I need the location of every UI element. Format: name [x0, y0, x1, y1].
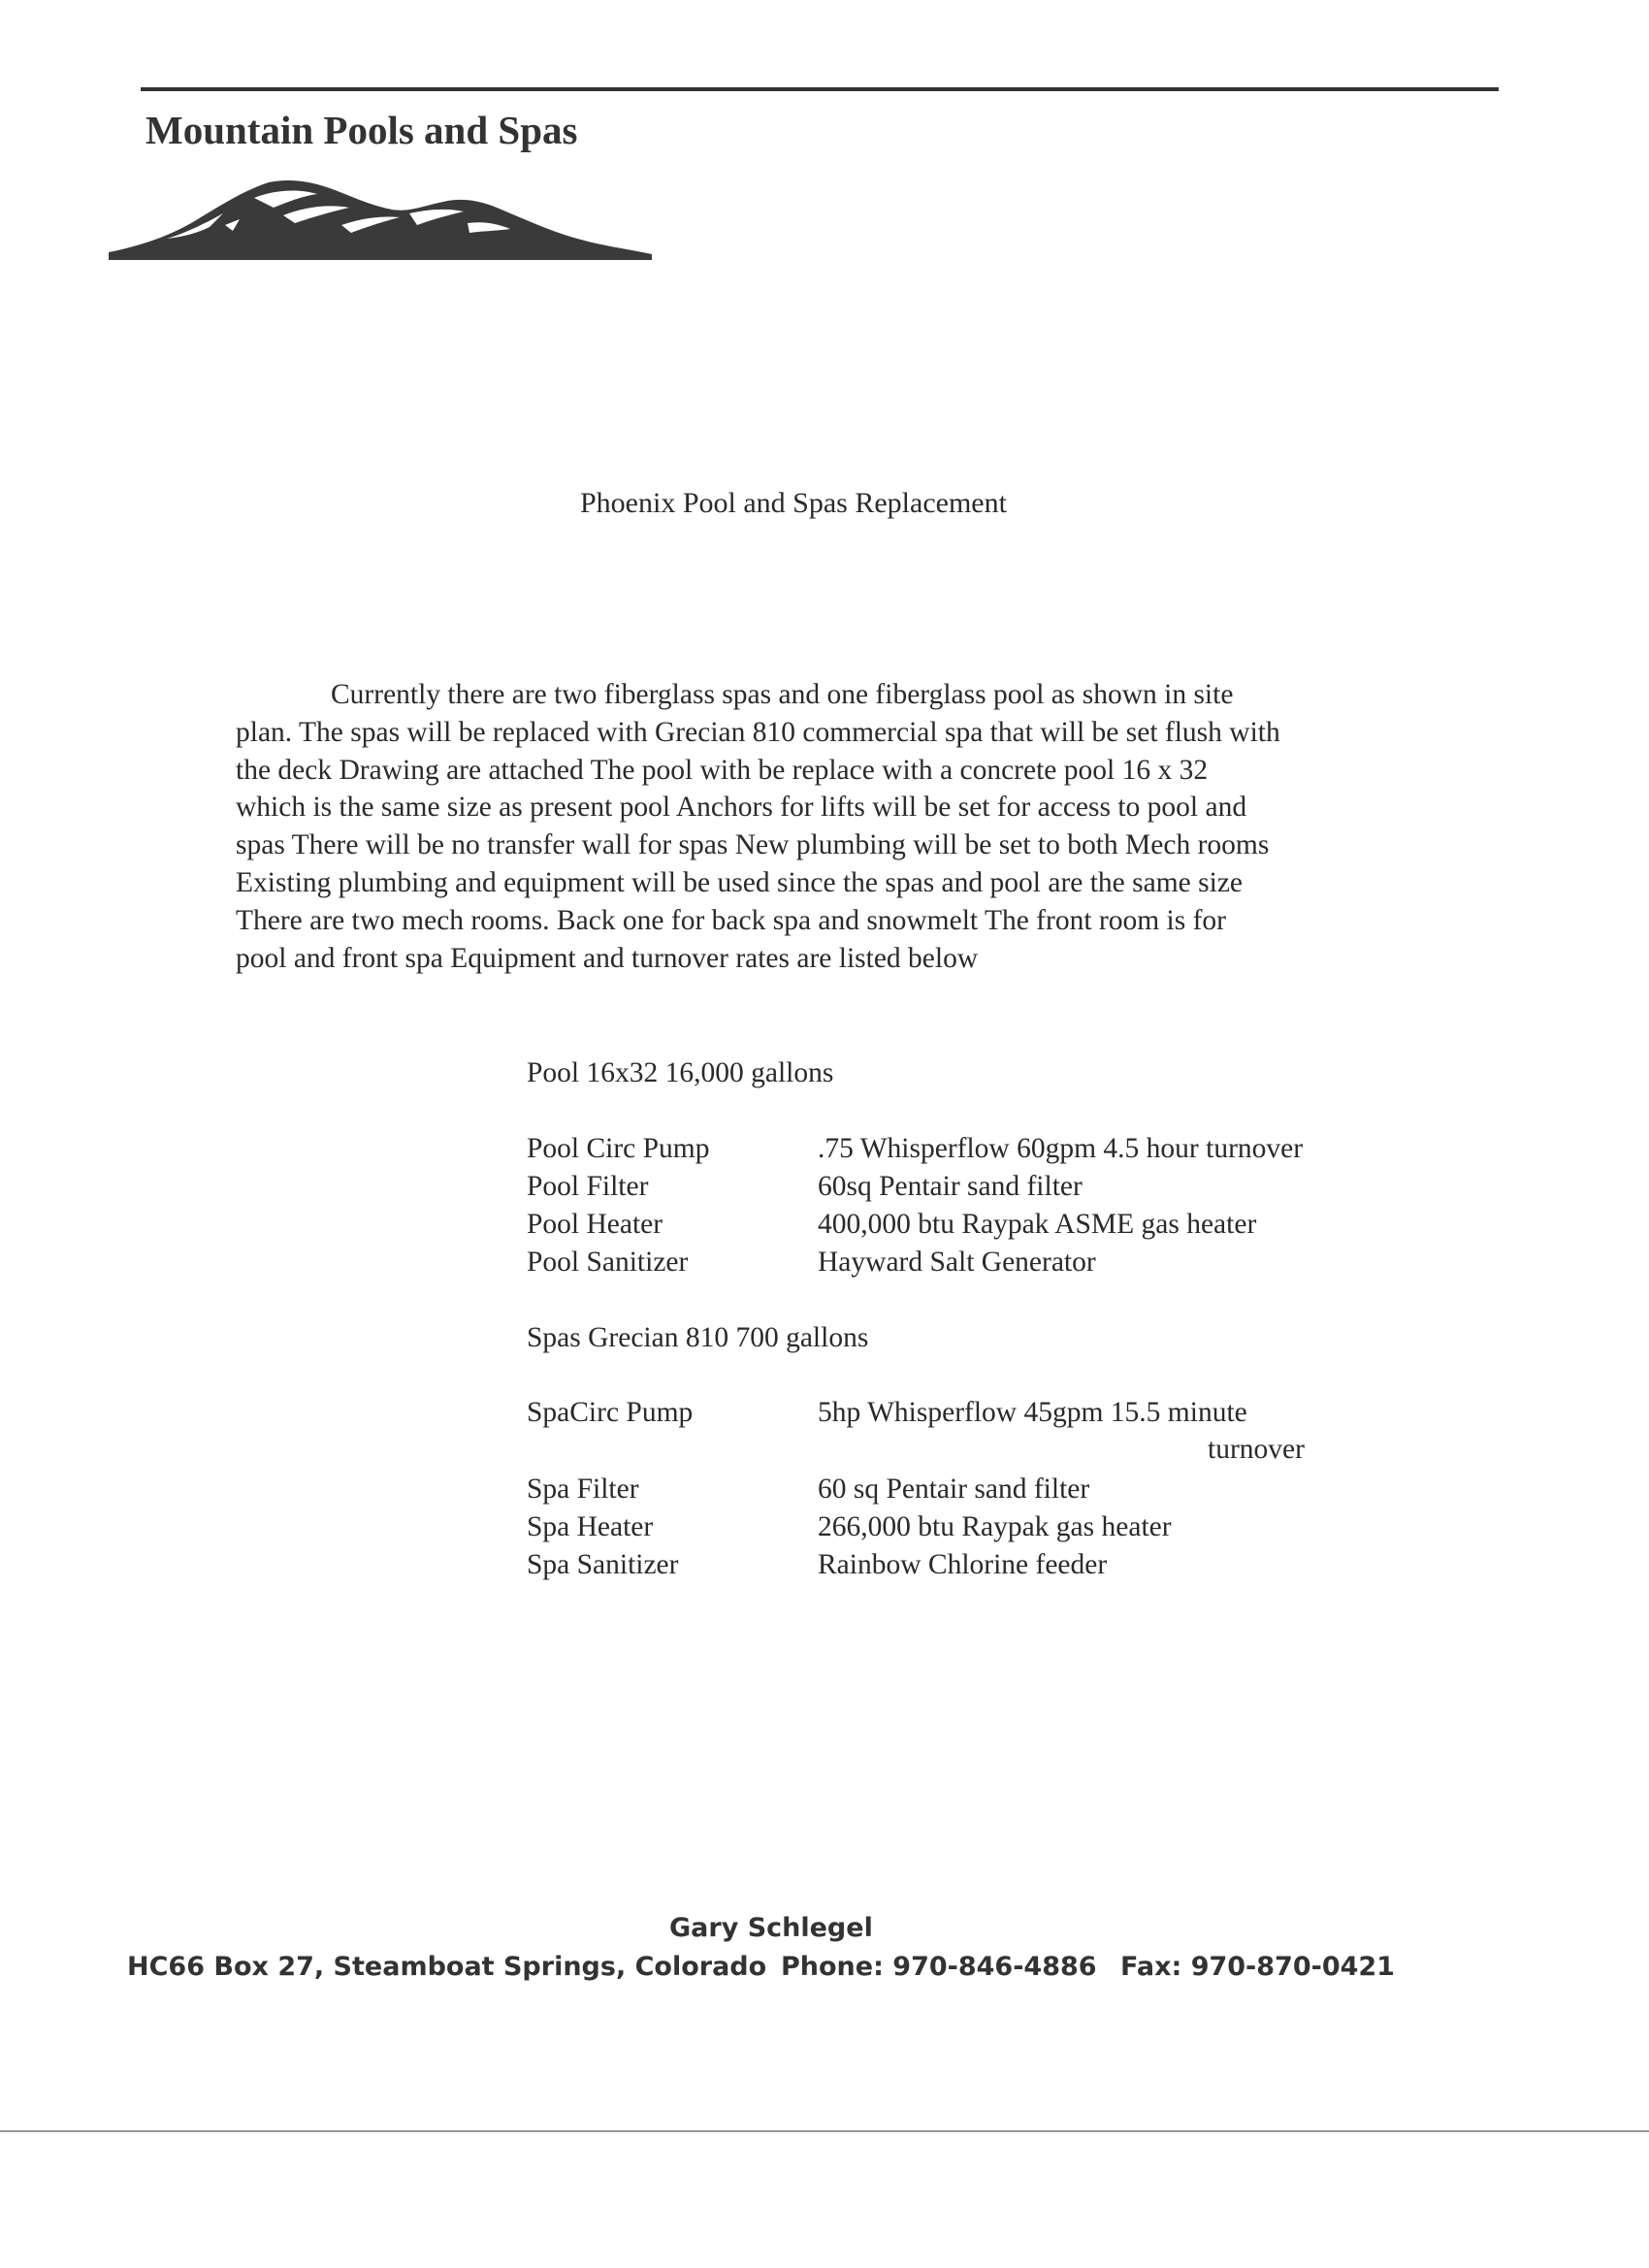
spec-value: 5hp Whisperflow 45gpm 15.5 minute	[818, 1397, 1247, 1428]
document-title: Phoenix Pool and Spas Replacement	[580, 487, 1007, 519]
paragraph-line: Currently there are two fiberglass spas and one fiberglass pool as shown in site	[331, 679, 1234, 710]
spec-value-continuation: turnover	[1208, 1434, 1305, 1465]
spec-label: Pool Heater	[527, 1209, 663, 1240]
spec-value: 400,000 btu Raypak ASME gas heater	[818, 1209, 1257, 1240]
footer-address: HC66 Box 27, Steamboat Springs, Colorado	[127, 1952, 767, 1982]
spec-label: Pool Circ Pump	[527, 1133, 710, 1164]
paragraph-line: the deck Drawing are attached The pool with be replace with a concrete pool 16 x 32	[236, 754, 1209, 786]
spec-label: Spa Heater	[527, 1511, 654, 1542]
footer-phone: Phone: 970-846-4886	[781, 1952, 1097, 1982]
footer-fax: Fax: 970-870-0421	[1120, 1952, 1395, 1982]
spec-value: 60sq Pentair sand filter	[818, 1171, 1083, 1202]
spec-value: Rainbow Chlorine feeder	[818, 1549, 1108, 1580]
pool-heading: Pool 16x32 16,000 gallons	[527, 1057, 834, 1088]
spec-value: Hayward Salt Generator	[818, 1247, 1096, 1278]
spec-label: Spa Filter	[527, 1474, 639, 1505]
header-rule	[141, 87, 1499, 91]
paragraph-line: which is the same size as present pool Anchors for lifts will be set for access to pool and	[236, 792, 1247, 824]
footer-contact-name: Gary Schlegel	[669, 1913, 873, 1943]
spec-label: Pool Sanitizer	[527, 1247, 689, 1278]
spec-value: 266,000 btu Raypak gas heater	[818, 1511, 1172, 1542]
paragraph-line: Existing plumbing and equipment will be used since the spas and pool are the same size	[236, 866, 1244, 898]
company-name: Mountain Pools and Spas	[146, 108, 578, 152]
mountain-logo	[109, 177, 652, 260]
spec-label: Pool Filter	[527, 1171, 649, 1202]
paragraph-line: spas There will be no transfer wall for spas New plumbing will be set to both Mech rooms	[236, 829, 1270, 861]
spa-heading: Spas Grecian 810 700 gallons	[527, 1322, 869, 1353]
paragraph-line: pool and front spa Equipment and turnover rates are listed below	[236, 942, 979, 974]
spec-label: Spa Sanitizer	[527, 1549, 679, 1580]
paragraph-line: plan. The spas will be replaced with Grecian 810 commercial spa that will be set flush with	[236, 716, 1280, 748]
spec-value: 60 sq Pentair sand filter	[818, 1474, 1090, 1505]
spec-label: SpaCirc Pump	[527, 1397, 694, 1428]
spec-value: .75 Whisperflow 60gpm 4.5 hour turnover	[818, 1133, 1304, 1164]
bottom-rule	[0, 2130, 1649, 2132]
paragraph-line: There are two mech rooms. Back one for back spa and snowmelt The front room is for	[236, 904, 1226, 936]
body-paragraph	[236, 676, 1419, 977]
